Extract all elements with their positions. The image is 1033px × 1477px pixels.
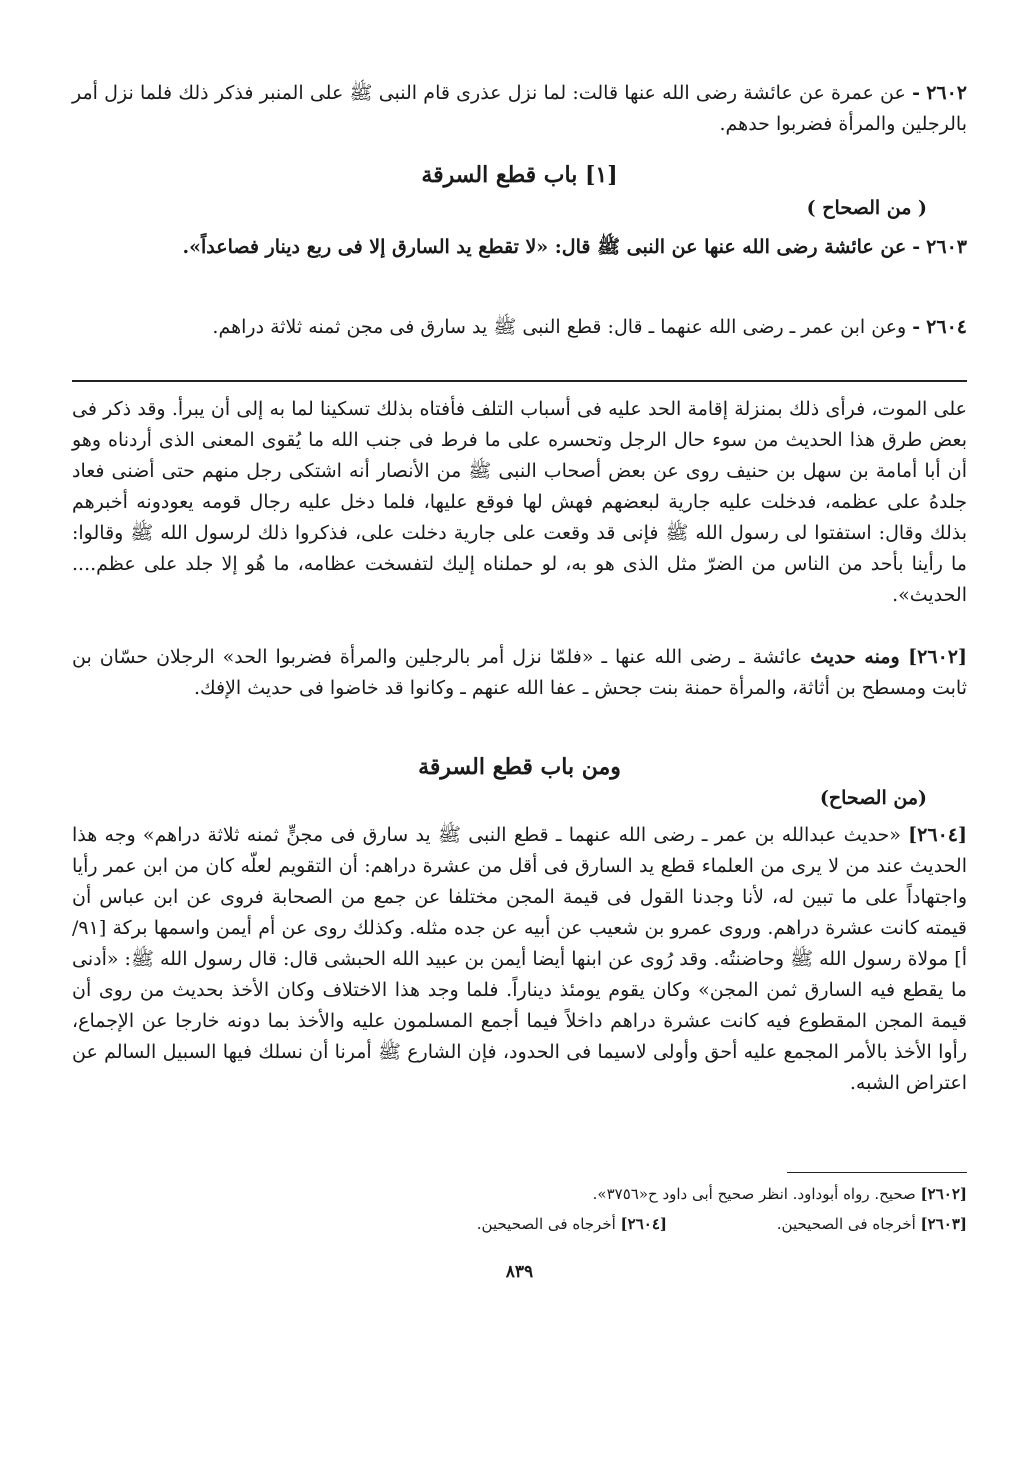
hadith-number: ٢٦٠٤: [926, 316, 967, 338]
hadith-separator: -: [912, 316, 921, 338]
paragraph-text: عائشة ـ رضى الله عنها ـ «فلمّا نزل أمر بالرجلين والمرأة فضربوا الحد» الرجلان حسّان بن ثابت ومسطح بن أثاثة، والمرأة حمنة بنت جحش ـ عفا الله عنهم ـ وكانوا قد خاضوا فى حديث الإفك.: [72, 646, 967, 699]
hadith-2604: [72, 312, 967, 343]
commentary-section-label: (من الصحاح): [819, 787, 927, 809]
hadith-text: عن عمرة عن عائشة رضى الله عنها قالت: لما نزل عذرى قام النبى ﷺ على المنبر فذكر ذلك فلما نزل أمر بالرجلين والمرأة فضربوا حدهم.: [72, 82, 967, 135]
section-label: ( من الصحاح ): [806, 197, 927, 219]
footnote-divider: [787, 1172, 967, 1173]
footnote-2603: [777, 1212, 967, 1236]
commentary-chapter-title: ومن باب قطع السرقة: [418, 754, 621, 780]
hadith-2602: [72, 78, 967, 140]
page-number: ٨٣٩: [505, 1262, 534, 1282]
footnote-text: أخرجاه فى الصحيحين.: [476, 1215, 616, 1233]
hadith-2603: [72, 232, 967, 263]
book-page: [72, 72, 967, 1452]
footnote-number: [٢٦٠٣]: [920, 1215, 967, 1233]
commentary-paragraph-1: على الموت، فرأى ذلك بمنزلة إقامة الحد عليه فى أسباب التلف فأفتاه بذلك تسكينا لما به إلى أن يبرأ. وقد ذكر فى بعض طرق هذا الحديث من سوء حال الرجل وتحسره على ما فرط فى جنب الله ما يُقوى المعنى الذى أردناه وهو أن أبا أمامة بن سهل بن حنيف روى عن بعض أصحاب النبى ﷺ من الأنصار أنه اشتكى رجل منهم حتى أضنى فعاد جلدهُ على عظمه، فدخلت عليه جارية لبعضهم فهش لها فوقع عليها، فلما دخل عليه رجال قومه يعودونه أخبرهم بذلك وقال: استفتوا لى رسول الله ﷺ فإنى قد وقعت على جارية دخلت على، فذكروا ذلك لرسول الله ﷺ وقالوا: ما رأينا بأحد من الناس من الضرّ مثل الذى هو به، لو حملناه إليك لتفسخت عظامه، ما هُو إلا جلد على عظم.... الحديث».: [72, 398, 967, 606]
hadith-text: عن عائشة رضى الله عنها عن النبى ﷺ قال: «لا تقطع يد السارق إلا فى ربع دينار فصاعداً».: [182, 236, 907, 258]
footnote-2604: [477, 1212, 667, 1236]
footnote-text: أخرجاه فى الصحيحين.: [776, 1215, 916, 1233]
chapter-title: [١] باب قطع السرقة: [421, 162, 618, 188]
footnote-number: [٢٦٠٤]: [620, 1215, 667, 1233]
commentary-paragraph-2: [72, 642, 967, 704]
paragraph-lead: [٢٦٠٤]: [908, 824, 967, 846]
hadith-separator: -: [912, 236, 921, 258]
paragraph-lead: [٢٦٠٢] ومنه حديث: [810, 646, 967, 668]
commentary-paragraph-3: [72, 820, 967, 1099]
footnote-2602: [593, 1182, 967, 1206]
footnote-text: صحيح. رواه أبوداود. انظر صحيح أبى داود ح«٣٧٥٦».: [592, 1185, 916, 1203]
hadith-separator: -: [912, 82, 920, 104]
section-divider: [72, 380, 967, 382]
hadith-text: وعن ابن عمر ـ رضى الله عنهما ـ قال: قطع النبى ﷺ يد سارق فى مجن ثمنه ثلاثة دراهم.: [212, 316, 907, 338]
hadith-number: ٢٦٠٣: [926, 236, 967, 258]
footnote-number: [٢٦٠٢]: [920, 1185, 967, 1203]
hadith-number: ٢٦٠٢: [926, 82, 968, 104]
paragraph-text: «حديث عبدالله بن عمر ـ رضى الله عنهما ـ قطع النبى ﷺ يد سارق فى مجنٍّ ثمنه ثلاثة دراهم» وجه هذا الحديث عند من لا يرى من العلماء قطع يد السارق فى أقل من عشرة دراهم: أن التقويم لعلّه كان من ابن عمر رأيا واجتهاداً على ما تبين له، لأنا وجدنا القول فى قيمة المجن مختلفا عن جمع من الصحابة فروى عن ابن عباس أن قيمته كانت عشرة دراهم. وروى عمرو بن شعيب عن أبيه عن جده مثله. وكذلك روى عن أم أيمن واسمها بركة [٩١/أ] مولاة رسول الله ﷺ وحاضنتُه. وقد رُوى عن ابنها أيضا أيمن بن عبيد الله الحبشى قال: قال رسول الله ﷺ: «أدنى ما يقطع فيه السارق ثمن المجن» وكان يقوم يومئذ ديناراً. فلما وجد هذا الاختلاف وكان الأخذ بحديث من روى أن قيمة المجن المقطوع فيه كانت عشرة دراهم داخلاً فيما أجمع المسلمون عليه والأخذ بما دونه خارجا عن الإجماع، رأوا الأخذ بالأمر المجمع عليه أحق وأولى لاسيما فى الحدود، فإن الشارع ﷺ أمرنا أن نسلك فيها السبيل السالم عن اعتراض الشبه.: [72, 824, 967, 1094]
